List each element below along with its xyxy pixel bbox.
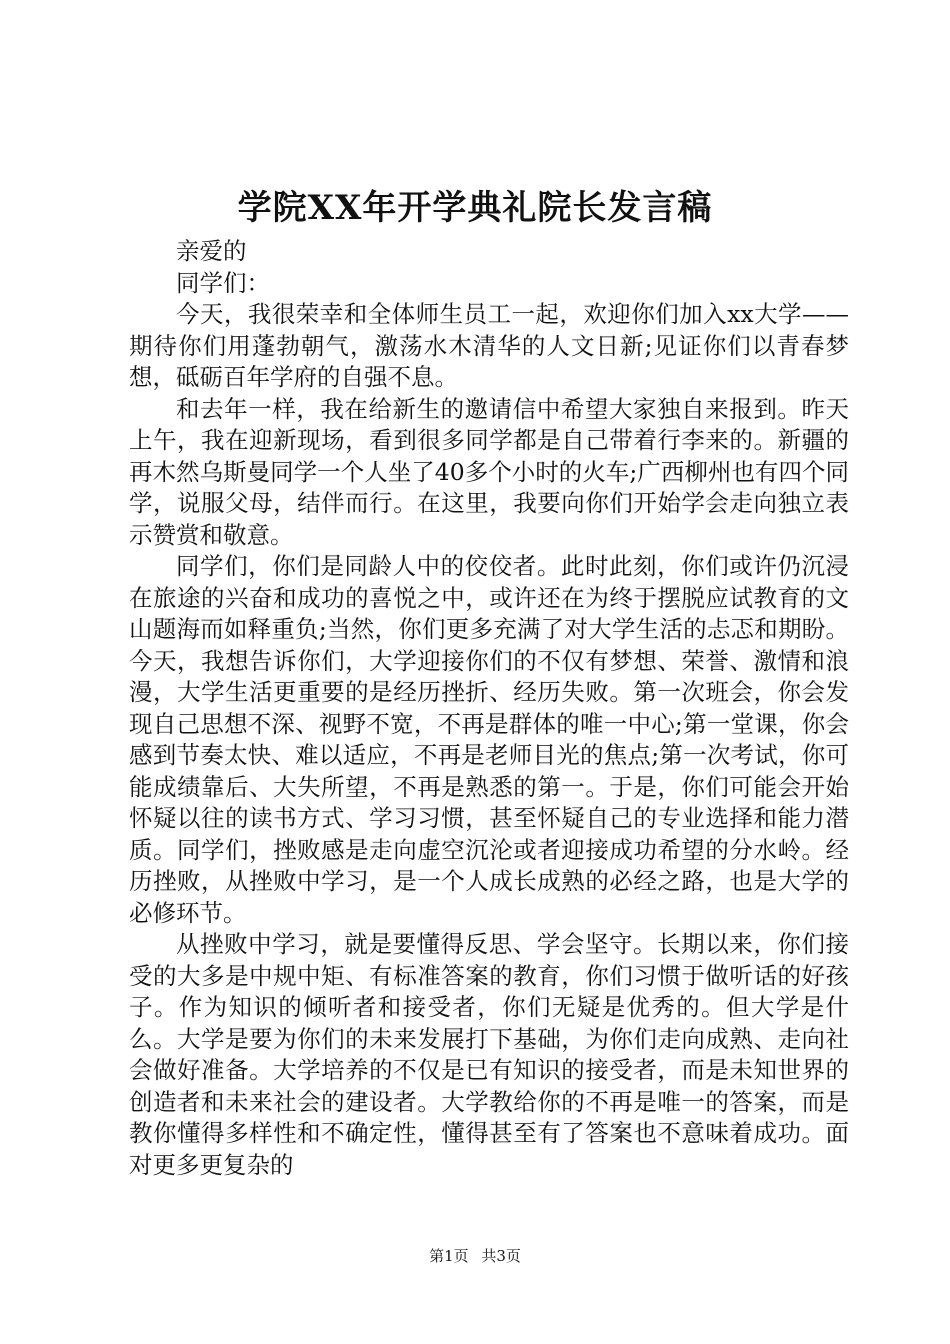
- paragraph-learning-from-failure: 从挫败中学习，就是要懂得反思、学会坚守。长期以来，你们接受的大多是中规中矩、有标准答案的教育，你们习惯于做听话的好孩子。作为知识的倾听者和接受者，你们无疑是优秀的。但大学是什么。大学是要为你们的未来发展打下基础，为你们走向成熟、走向社会做好准备。大学培养的不仅是已有知识的接受者，而是未知世界的创造者和未来社会的建设者。大学教给你的不再是唯一的答案，而是教你懂得多样性和不确定性，懂得甚至有了答案也不意味着成功。面对更多更复杂的: [129, 930, 849, 1179]
- document-title: 学院XX年开学典礼院长发言稿: [237, 188, 713, 228]
- page-footer: [0, 1246, 950, 1266]
- paragraph-welcome: 今天，我很荣幸和全体师生员工一起，欢迎你们加入xx大学——期待你们用蓬勃朝气，激荡水木清华的人文日新;见证你们以青春梦想，砥砺百年学府的自强不息。: [129, 300, 849, 391]
- salutation-line-1: 亲爱的: [176, 237, 247, 265]
- page-total: 共3页: [481, 1247, 521, 1265]
- page-number: 第1页: [429, 1247, 469, 1265]
- salutation-line-2: 同学们：: [176, 268, 270, 297]
- document-body: [129, 236, 849, 1181]
- paragraph-setbacks: 同学们，你们是同龄人中的佼佼者。此时此刻，你们或许仍沉浸在旅途的兴奋和成功的喜悦之中，或许还在为终于摆脱应试教育的文山题海而如释重负;当然，你们更多充满了对大学生活的忐忑和期盼。今天，我想告诉你们，大学迎接你们的不仅有梦想、荣誉、激情和浪漫，大学生活更重要的是经历挫折、经历失败。第一次班会，你会发现自己思想不深、视野不宽，不再是群体的唯一中心;第一堂课，你会感到节奏太快、难以适应，不再是老师目光的焦点;第一次考试，你可能成绩靠后、大失所望，不再是熟悉的第一。于是，你们可能会开始怀疑以往的读书方式、学习习惯，甚至怀疑自己的专业选择和能力潜质。同学们，挫败感是走向虚空沉沦或者迎接成功希望的分水岭。经历挫败，从挫败中学习，是一个人成长成熟的必经之路，也是大学的必修环节。: [129, 552, 849, 927]
- paragraph-registration: 和去年一样，我在给新生的邀请信中希望大家独自来报到。昨天上午，我在迎新现场，看到很多同学都是自己带着行李来的。新疆的再木然乌斯曼同学一个人坐了40多个小时的火车;广西柳州也有四个同学，说服父母，结伴而行。在这里，我要向你们开始学会走向独立表示赞赏和敬意。: [129, 394, 849, 549]
